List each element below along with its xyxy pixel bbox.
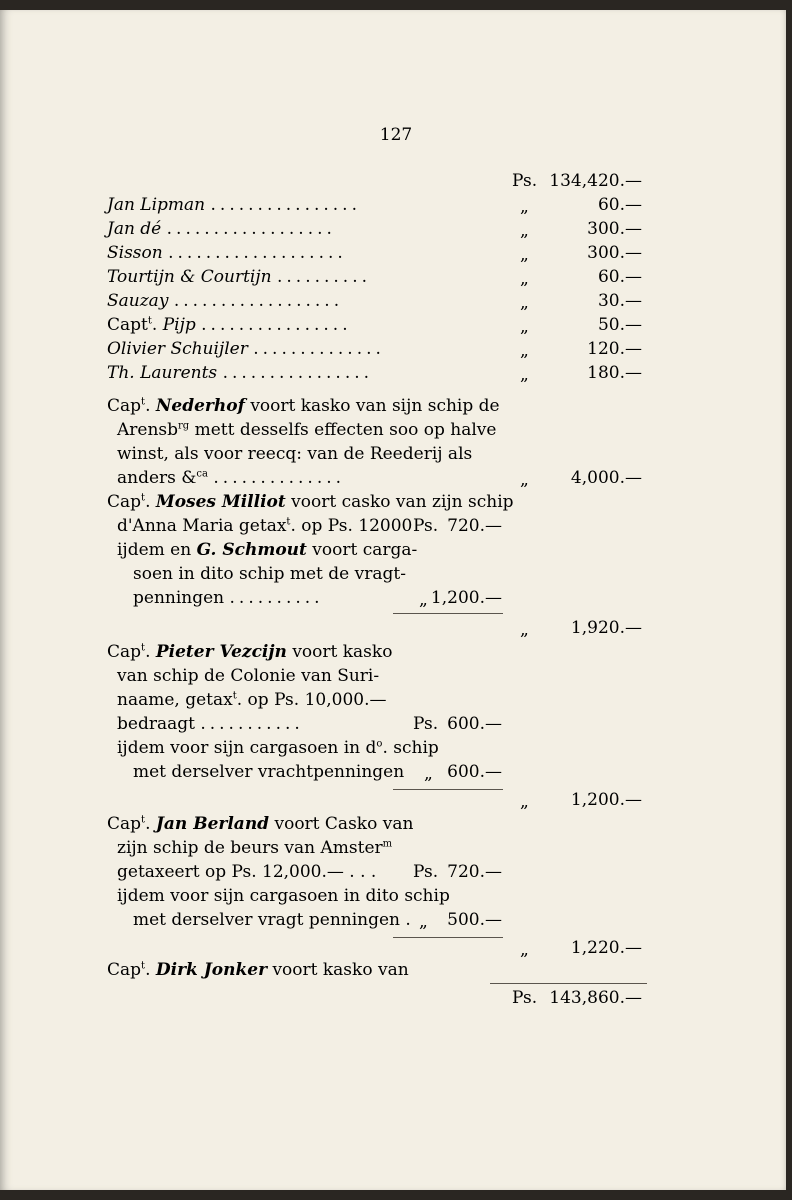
entry-ditto: „ [520, 293, 529, 313]
milliot-line-5-ditto: „ [419, 590, 428, 610]
entry-name-line: Sisson ................... [107, 243, 347, 263]
entry-amount: 50.— [597, 315, 642, 335]
entry-name: Sisson [107, 243, 163, 263]
milliot-line-2: d'Anna Maria getax$^t$. op Ps. 12000 [117, 516, 413, 536]
vezcijn-line-6-ditto: „ [424, 764, 433, 784]
berland-line-5-amount: 500.— [447, 910, 502, 930]
entry-amount: 60.— [597, 267, 642, 287]
page-total-amount: 143,860.— [549, 988, 642, 1008]
vezcijn-line-6-amount: 600.— [447, 762, 502, 782]
milliot-line-5-amount: 1,200.— [430, 588, 502, 608]
milliot-total-ditto: „ [520, 620, 529, 640]
vezcijn-line-4-currency: Ps. [413, 714, 439, 734]
berland-line-5-ditto: „ [419, 912, 428, 932]
vezcijn-line-4-amount: 600.— [447, 714, 502, 734]
berland-line-1: Cap$^t$. Jan Berland voort Casko van [107, 814, 414, 834]
milliot-subtotal-rule [393, 613, 503, 614]
entry-amount: 300.— [587, 243, 642, 263]
entry-name-line: Sauzay .................. [107, 291, 344, 311]
milliot-line-1: Cap$^t$. Moses Milliot voort casko van zijn schip [107, 492, 514, 512]
berland-total-ditto: „ [520, 940, 529, 960]
vezcijn-line-1: Cap$^t$. Pieter Vezcijn voort kasko [107, 642, 393, 662]
entry-name: Olivier Schuijler [107, 339, 248, 359]
page-total-currency: Ps. [512, 988, 538, 1008]
entry-ditto: „ [520, 341, 529, 361]
berland-subtotal-rule [393, 937, 503, 938]
nederhof-line-4: anders &$^{ca}$ .............. [117, 468, 346, 488]
document-page [0, 10, 786, 1190]
nederhof-line-2: Arensb$^{rg}$ mett desselfs effecten soo op halve [117, 420, 497, 440]
page-total-rule [490, 983, 647, 984]
entry-name-line: Olivier Schuijler .............. [107, 339, 385, 359]
nederhof-line-1: Cap$^t$. Nederhof voort kasko van sijn schip de [107, 396, 500, 416]
entry-name: Tourtijn & Courtijn [107, 267, 272, 287]
carried-currency: Ps. [512, 171, 538, 191]
entry-name: Jan Lipman [107, 195, 206, 215]
vezcijn-line-5: ijdem voor sijn cargasoen in $d^o$. schip [117, 738, 439, 758]
berland-line-5: met derselver vragt penningen . [133, 910, 411, 930]
milliot-line-3: ijdem en G. Schmout voort carga- [117, 540, 418, 560]
entry-amount: 120.— [587, 339, 642, 359]
milliot-line-2-amount: 720.— [447, 516, 502, 536]
entry-ditto: „ [520, 365, 529, 385]
entry-amount: 60.— [597, 195, 642, 215]
vezcijn-line-6: met derselver vrachtpenningen [133, 762, 405, 782]
entry-ditto: „ [520, 269, 529, 289]
milliot-total: 1,920.— [570, 618, 642, 638]
jonker-line-1: Cap$^t$. Dirk Jonker voort kasko van [107, 960, 409, 980]
nederhof-ditto: „ [520, 470, 529, 490]
berland-line-3-amount: 720.— [447, 862, 502, 882]
vezcijn-line-2: van schip de Colonie van Suri- [117, 666, 380, 686]
entry-ditto: „ [520, 245, 529, 265]
nederhof-amount: 4,000.— [570, 468, 642, 488]
entry-name: Th. Laurents [107, 363, 218, 383]
berland-line-2: zijn schip de beurs van Amster$^m$ [117, 838, 393, 858]
entry-name: Jan dé [107, 219, 162, 239]
page-number: 127 [379, 125, 413, 145]
vezcijn-subtotal-rule [393, 789, 503, 790]
entry-ditto: „ [520, 197, 529, 217]
vezcijn-line-4: bedraagt ........... [117, 714, 304, 734]
berland-total: 1,220.— [570, 938, 642, 958]
entry-name-line: Th. Laurents ................ [107, 363, 374, 383]
vezcijn-total: 1,200.— [570, 790, 642, 810]
entry-name-line: Capt$^t$. Pijp ................ [107, 315, 352, 335]
entry-amount: 300.— [587, 219, 642, 239]
berland-line-3: getaxeert op Ps. 12,000.— . . . [117, 862, 377, 882]
milliot-line-5: penningen .......... [133, 588, 324, 608]
milliot-line-2-currency: Ps. [413, 516, 439, 536]
nederhof-line-3: winst, als voor reecq: van de Reederij als [117, 444, 473, 464]
entry-amount: 180.— [587, 363, 642, 383]
entry-ditto: „ [520, 221, 529, 241]
entry-amount: 30.— [597, 291, 642, 311]
milliot-line-4: soen in dito schip met de vragt- [133, 564, 406, 584]
berland-line-4: ijdem voor sijn cargasoen in dito schip [117, 886, 450, 906]
entry-name: Sauzay [107, 291, 169, 311]
entry-name-line: Jan dé .................. [107, 219, 336, 239]
entry-name-line: Tourtijn & Courtijn .......... [107, 267, 372, 287]
entry-ditto: „ [520, 317, 529, 337]
vezcijn-line-3: naame, getax$^t$. op Ps. 10,000.— [117, 690, 387, 710]
entry-name-line: Jan Lipman ................ [107, 195, 361, 215]
vezcijn-total-ditto: „ [520, 792, 529, 812]
carried-amount: 134,420.— [549, 171, 642, 191]
entry-name: Pijp [162, 315, 196, 335]
berland-line-3-currency: Ps. [413, 862, 439, 882]
